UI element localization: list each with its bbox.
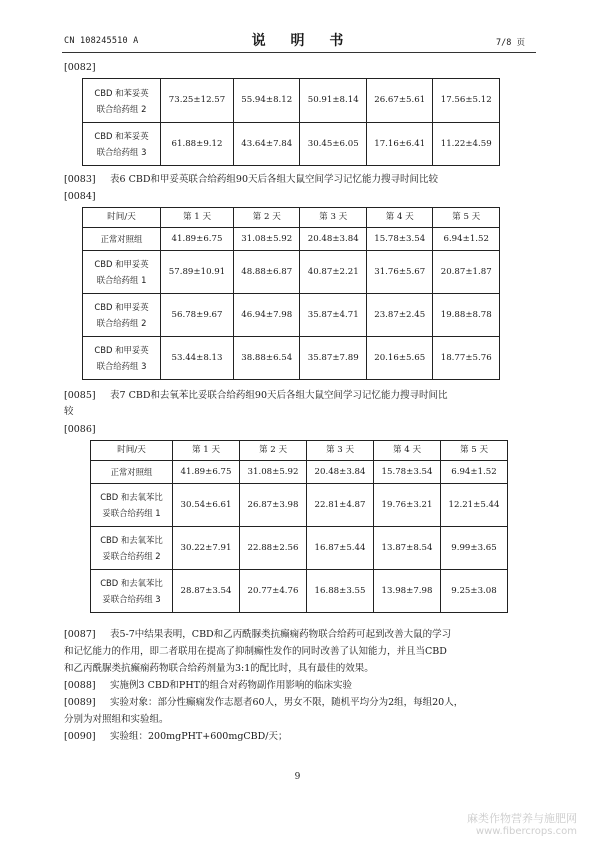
column-header: 第 2 天 [234, 208, 300, 228]
table-cell: 31.08±5.92 [234, 228, 300, 251]
table-cell: 41.89±6.75 [173, 461, 240, 484]
row-label: CBD 和甲妥英 联合给药组 1 [83, 251, 161, 294]
column-header: 第 4 天 [366, 208, 432, 228]
table-7 [90, 440, 508, 613]
table-cell: 31.08±5.92 [240, 461, 307, 484]
paragraph-tag: [0082] [64, 62, 96, 73]
table-cell: 46.94±7.98 [234, 294, 300, 337]
table-continued [82, 78, 500, 166]
column-header: 第 1 天 [173, 441, 240, 461]
table-cell: 20.48±3.84 [300, 228, 366, 251]
column-header: 第 5 天 [441, 441, 508, 461]
table-row [91, 484, 508, 527]
paragraph-0089-line2 [64, 712, 169, 728]
column-header: 时间/天 [91, 441, 173, 461]
table-cell: 56.78±9.67 [161, 294, 234, 337]
table-cell: 11.22±4.59 [433, 123, 500, 166]
row-label: CBD 和去氧苯比 妥联合给药组 3 [91, 570, 173, 613]
paragraph-text: 分别为对照组和实验组。 [64, 714, 169, 725]
paragraph-tag: [0085] [64, 390, 96, 401]
paragraph-0087-line3 [64, 661, 374, 677]
table-cell: 22.88±2.56 [240, 527, 307, 570]
table-cell: 12.21±5.44 [441, 484, 508, 527]
table-cell: 13.87±8.54 [374, 527, 441, 570]
section-heading: 实施例3 CBD和PHT的组合对药物副作用影响的临床实验 [110, 680, 352, 691]
table-row [83, 294, 500, 337]
paragraph-tag: [0087] [64, 629, 96, 640]
paragraph-tag: [0090] [64, 731, 96, 742]
watermark-url: www.fibercrops.com [475, 826, 577, 837]
table-cell: 20.48±3.84 [307, 461, 374, 484]
table-cell: 16.87±5.44 [307, 527, 374, 570]
row-label: CBD 和甲妥英 联合给药组 3 [83, 337, 161, 380]
paragraph-tag: [0084] [64, 191, 96, 202]
table-header-row [83, 208, 500, 228]
table-cell: 57.89±10.91 [161, 251, 234, 294]
table-cell: 19.88±8.78 [433, 294, 500, 337]
row-label: 正常对照组 [91, 461, 173, 484]
table-cell: 6.94±1.52 [441, 461, 508, 484]
table-cell: 6.94±1.52 [433, 228, 500, 251]
table-cell: 30.22±7.91 [173, 527, 240, 570]
row-label: CBD 和苯妥英 联合给药组 3 [83, 123, 161, 166]
table-cell: 26.67±5.61 [366, 79, 432, 123]
table-row [83, 228, 500, 251]
table-cell: 13.98±7.98 [374, 570, 441, 613]
page-indicator: 7/8 页 [496, 38, 525, 48]
paragraph-0088 [64, 678, 352, 694]
column-header: 时间/天 [83, 208, 161, 228]
paragraph-0087-line2 [64, 644, 447, 660]
paragraph-0085 [64, 388, 448, 404]
row-label: 正常对照组 [83, 228, 161, 251]
table-cell: 38.88±6.54 [234, 337, 300, 380]
table-cell: 40.87±2.21 [300, 251, 366, 294]
paragraph-0090 [64, 729, 288, 745]
table-cell: 43.64±7.84 [234, 123, 300, 166]
table-row [83, 251, 500, 294]
paragraph-text: 和记忆能力的作用，即二者联用在提高了抑制癫性发作的同时改善了认知能力，并且当CBD [64, 646, 447, 657]
table-6 [82, 207, 500, 380]
table-header-row [91, 441, 508, 461]
table-row [83, 337, 500, 380]
column-header: 第 1 天 [161, 208, 234, 228]
paragraph-text: 实验对象：部分性癫痫发作志愿者60人，男女不限，随机平均分为2组，每组20人， [110, 697, 464, 708]
paragraph-text: 表5-7中结果表明，CBD和乙丙酰脲类抗癫痫药物联合给药可起到改善大鼠的学习 [110, 629, 452, 640]
watermark-text: 麻类作物营养与施肥网 [467, 812, 577, 825]
document-id: CN 108245510 A [64, 36, 139, 46]
table-cell: 20.87±1.87 [433, 251, 500, 294]
table-cell: 48.88±6.87 [234, 251, 300, 294]
paragraph-text: 和乙丙酰脲类抗癫痫药物联合给药剂量为3:1的配比时，具有最佳的效果。 [64, 663, 374, 674]
table-caption-cont: 较 [64, 406, 74, 417]
table-cell: 41.89±6.75 [161, 228, 234, 251]
table-cell: 26.87±3.98 [240, 484, 307, 527]
row-label: CBD 和去氧苯比 妥联合给药组 1 [91, 484, 173, 527]
paragraph-0084 [64, 189, 110, 205]
table-cell: 50.91±8.14 [300, 79, 366, 123]
table-cell: 55.94±8.12 [234, 79, 300, 123]
table-cell: 16.88±3.55 [307, 570, 374, 613]
paragraph-0085-cont [64, 404, 74, 420]
table-cell: 28.87±3.54 [173, 570, 240, 613]
paragraph-tag: [0089] [64, 697, 96, 708]
table-row [83, 79, 500, 123]
paragraph-0089 [64, 695, 463, 711]
table-cell: 17.16±6.41 [366, 123, 432, 166]
table-cell: 18.77±5.76 [433, 337, 500, 380]
table-cell: 35.87±7.89 [300, 337, 366, 380]
table-cell: 61.88±9.12 [161, 123, 234, 166]
table-cell: 23.87±2.45 [366, 294, 432, 337]
column-header: 第 4 天 [374, 441, 441, 461]
table-cell: 20.16±5.65 [366, 337, 432, 380]
page-title: 说 明 书 [251, 33, 354, 49]
table-cell: 30.54±6.61 [173, 484, 240, 527]
paragraph-text: 实验组：200mgPHT+600mgCBD/天； [110, 731, 288, 742]
column-header: 第 3 天 [307, 441, 374, 461]
table-row [91, 570, 508, 613]
paragraph-tag: [0083] [64, 174, 96, 185]
paragraph-0082 [64, 60, 110, 76]
header-divider [62, 52, 536, 53]
table-cell: 19.76±3.21 [374, 484, 441, 527]
table-row [91, 461, 508, 484]
table-row [83, 123, 500, 166]
table-cell: 35.87±4.71 [300, 294, 366, 337]
table-cell: 9.25±3.08 [441, 570, 508, 613]
table-cell: 31.76±5.67 [366, 251, 432, 294]
paragraph-tag: [0088] [64, 680, 96, 691]
page-number: 9 [294, 772, 301, 782]
table-cell: 53.44±8.13 [161, 337, 234, 380]
table-cell: 20.77±4.76 [240, 570, 307, 613]
column-header: 第 3 天 [300, 208, 366, 228]
table-cell: 9.99±3.65 [441, 527, 508, 570]
table-row [91, 527, 508, 570]
paragraph-0087 [64, 627, 451, 643]
table-cell: 17.56±5.12 [433, 79, 500, 123]
row-label: CBD 和甲妥英 联合给药组 2 [83, 294, 161, 337]
table-caption: 表7 CBD和去氧苯比妥联合给药组90天后各组大鼠空间学习记忆能力搜寻时间比 [110, 390, 448, 401]
column-header: 第 2 天 [240, 441, 307, 461]
table-caption: 表6 CBD和甲妥英联合给药组90天后各组大鼠空间学习记忆能力搜寻时间比较 [110, 174, 439, 185]
paragraph-0086 [64, 422, 110, 438]
table-cell: 15.78±3.54 [366, 228, 432, 251]
table-cell: 30.45±6.05 [300, 123, 366, 166]
column-header: 第 5 天 [433, 208, 500, 228]
table-cell: 15.78±3.54 [374, 461, 441, 484]
paragraph-tag: [0086] [64, 424, 96, 435]
table-cell: 73.25±12.57 [161, 79, 234, 123]
row-label: CBD 和苯妥英 联合给药组 2 [83, 79, 161, 123]
row-label: CBD 和去氧苯比 妥联合给药组 2 [91, 527, 173, 570]
table-cell: 22.81±4.87 [307, 484, 374, 527]
paragraph-0083 [64, 172, 438, 188]
